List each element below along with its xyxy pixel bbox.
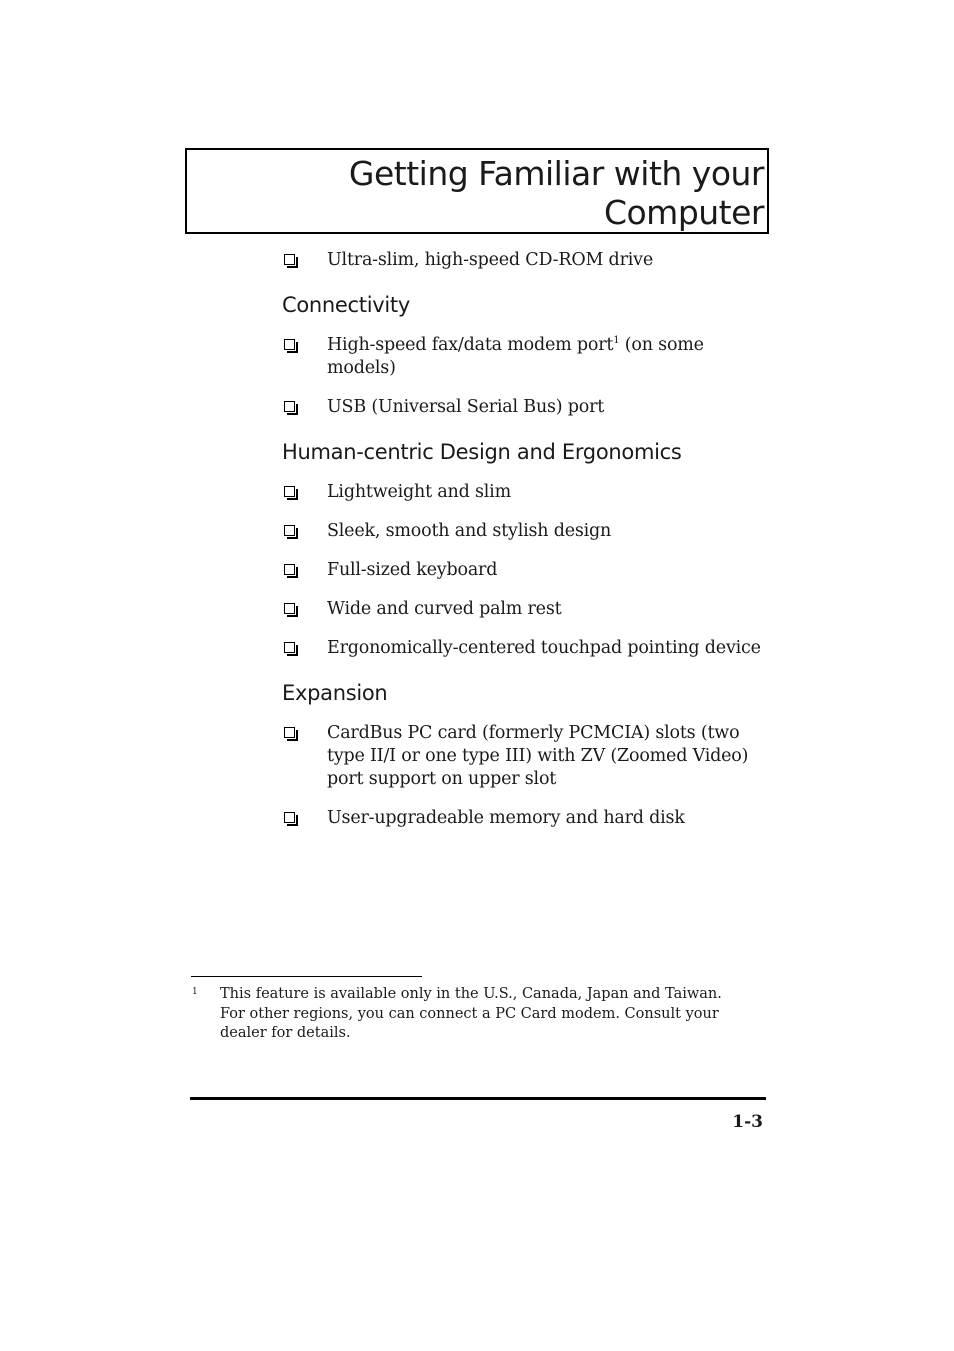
list-item: User-upgradeable memory and hard disk <box>282 807 762 830</box>
checkbox-bullet-icon <box>284 564 295 575</box>
checkbox-bullet-icon <box>284 254 295 265</box>
footnote <box>191 985 751 1044</box>
list-item: CardBus PC card (formerly PCMCIA) slots (two type II/I or one type III) with ZV (Zoomed Video) port support on upper slot <box>282 722 762 791</box>
list-item: Lightweight and slim <box>282 481 762 504</box>
list-item: Wide and curved palm rest <box>282 598 762 621</box>
section-heading-connectivity: Connectivity <box>282 293 410 317</box>
footnote-mark: 1 <box>192 987 198 997</box>
list-item: Full-sized keyboard <box>282 559 762 582</box>
chapter-title-box <box>185 148 769 234</box>
checkbox-bullet-icon <box>284 642 295 653</box>
footer-rule <box>190 1097 766 1100</box>
chapter-title-line2: Computer <box>603 193 764 232</box>
checkbox-bullet-icon <box>284 812 295 823</box>
checkbox-bullet-icon <box>284 727 295 738</box>
checkbox-bullet-icon <box>284 339 295 350</box>
chapter-title-line1: Getting Familiar with your <box>348 154 764 193</box>
feature-list <box>282 249 762 846</box>
chapter-title <box>204 154 764 232</box>
list-item: USB (Universal Serial Bus) port <box>282 396 762 419</box>
checkbox-bullet-icon <box>284 486 295 497</box>
footnote-divider <box>191 976 422 977</box>
page-number: 1-3 <box>732 1112 763 1132</box>
checkbox-bullet-icon <box>284 401 295 412</box>
section-heading-expansion: Expansion <box>282 681 388 705</box>
footnote-text: This feature is available only in the U.S., Canada, Japan and Taiwan. For other regions, you can connect a PC Card modem. Consult your dealer for details. <box>220 986 722 1041</box>
list-item: Ergonomically-centered touchpad pointing device <box>282 637 762 660</box>
list-item: Ultra-slim, high-speed CD-ROM drive <box>282 249 762 272</box>
footnote-reference: 1 <box>613 335 620 346</box>
checkbox-bullet-icon <box>284 603 295 614</box>
list-item: Sleek, smooth and stylish design <box>282 520 762 543</box>
checkbox-bullet-icon <box>284 525 295 536</box>
list-item: High-speed fax/data modem port$^1$ (on some models) <box>282 334 762 380</box>
section-heading-ergonomics: Human-centric Design and Ergonomics <box>282 440 682 464</box>
